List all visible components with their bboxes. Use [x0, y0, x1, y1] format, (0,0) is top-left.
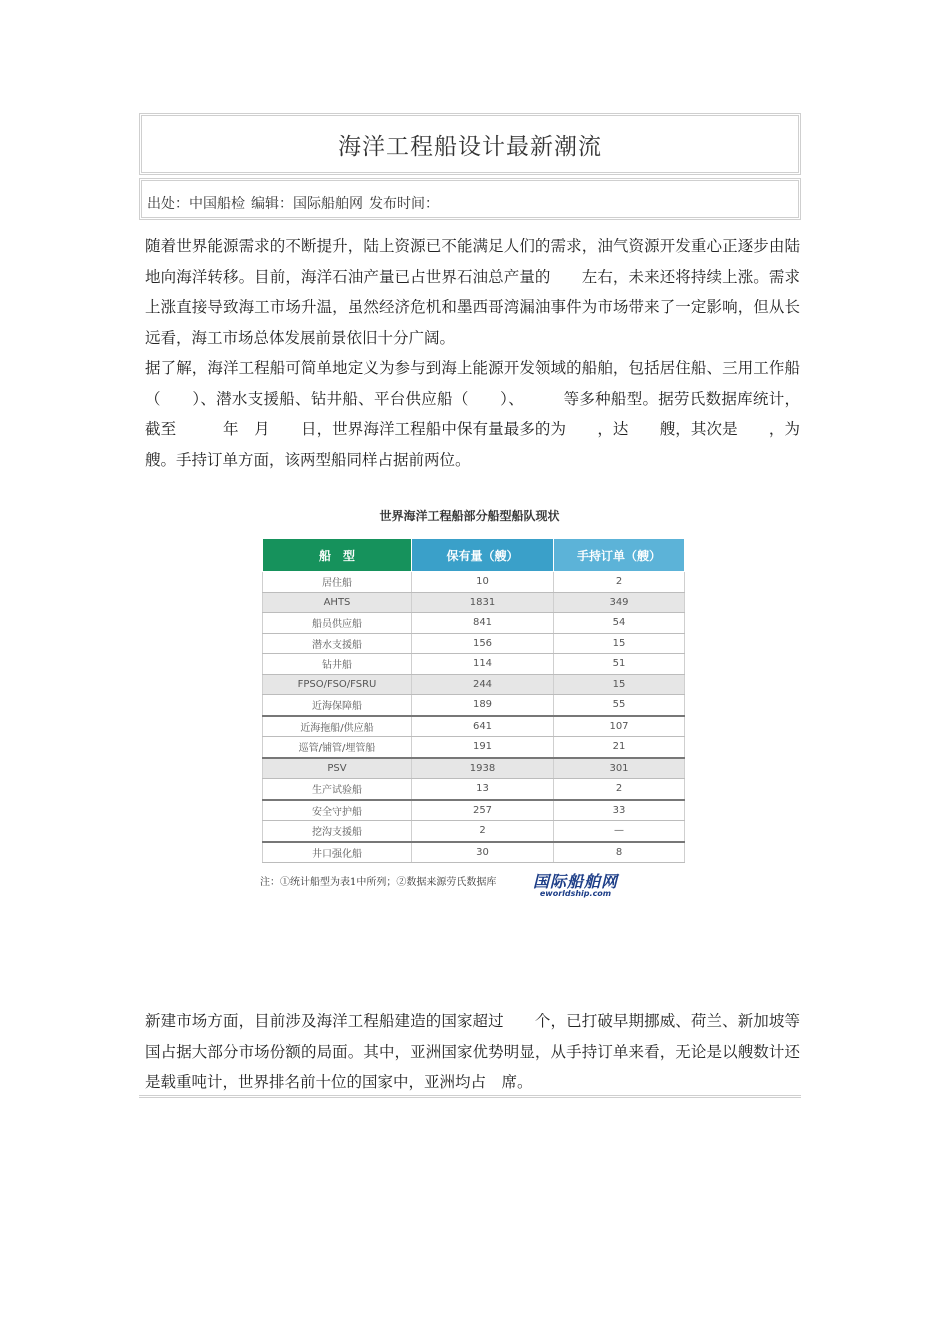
article-body-top: [145, 231, 847, 475]
cell-fleet-count: 257: [412, 800, 554, 821]
table-row: [263, 572, 685, 593]
cell-ship-type: 近海保障船: [263, 695, 412, 716]
header-ship-type: 船 型: [263, 539, 412, 572]
cell-orderbook: 2: [554, 572, 685, 593]
fleet-table-figure: [247, 503, 692, 907]
article-body-bottom: [145, 1006, 800, 1098]
cell-fleet-count: 13: [412, 779, 554, 800]
cell-orderbook: 8: [554, 842, 685, 863]
table-row: [263, 779, 685, 800]
cell-orderbook: —: [554, 821, 685, 842]
cell-ship-type: 生产试验船: [263, 779, 412, 800]
cell-fleet-count: 114: [412, 654, 554, 675]
meta-source: 出处：中国船检: [147, 196, 245, 212]
cell-ship-type: 安全守护船: [263, 800, 412, 821]
table-row: [263, 737, 685, 758]
cell-fleet-count: 841: [412, 613, 554, 634]
cell-orderbook: 301: [554, 758, 685, 779]
logo-url: eworldship.com: [539, 889, 612, 898]
cell-ship-type: PSV: [263, 758, 412, 779]
bottom-divider: [139, 1095, 801, 1098]
eworldship-logo: [533, 869, 618, 898]
cell-orderbook: 54: [554, 613, 685, 634]
header-fleet-count: 保有量（艘）: [412, 539, 554, 572]
cell-orderbook: 21: [554, 737, 685, 758]
table-note: 注：①统计船型为表1中所列；②数据来源劳氏数据库: [260, 877, 497, 888]
table-row: [263, 842, 685, 863]
cell-ship-type: AHTS: [263, 592, 412, 613]
logo-text: 国际船舶网: [533, 872, 619, 891]
cell-orderbook: 51: [554, 654, 685, 675]
cell-fleet-count: 156: [412, 633, 554, 654]
cell-ship-type: FPSO/FSO/FSRU: [263, 674, 412, 695]
cell-orderbook: 55: [554, 695, 685, 716]
table-body: [263, 572, 685, 863]
cell-fleet-count: 191: [412, 737, 554, 758]
cell-orderbook: 349: [554, 592, 685, 613]
table-row: [263, 716, 685, 737]
table-row: [263, 695, 685, 716]
table-row: [263, 613, 685, 634]
title-box: [139, 113, 801, 175]
table-row: [263, 633, 685, 654]
cell-fleet-count: 1831: [412, 592, 554, 613]
cell-ship-type: 近海拖船/供应船: [263, 716, 412, 737]
cell-fleet-count: 30: [412, 842, 554, 863]
article-title: 海洋工程船设计最新潮流: [338, 133, 602, 160]
cell-fleet-count: 1938: [412, 758, 554, 779]
paragraph-3: 新建市场方面，目前涉及海洋工程船建造的国家超过 个，已打破早期挪威、荷兰、新加坡等国占据大部分市场份额的局面。其中，亚洲国家优势明显，从手持订单来看，无论是以艘数计还是载重吨计，世界排名前十位的国家中，亚洲均占 席。: [145, 1012, 800, 1091]
cell-fleet-count: 2: [412, 821, 554, 842]
cell-ship-type: 巡管/铺管/埋管船: [263, 737, 412, 758]
table-row: [263, 654, 685, 675]
cell-orderbook: 15: [554, 674, 685, 695]
fleet-table: [262, 538, 685, 863]
cell-orderbook: 2: [554, 779, 685, 800]
cell-ship-type: 船员供应船: [263, 613, 412, 634]
paragraph-1: 随着世界能源需求的不断提升，陆上资源已不能满足人们的需求，油气资源开发重心正逐步由陆地向海洋转移。目前，海洋石油产量已占世界石油总产量的 左右，未来还将持续上涨。需求上涨直接导致海工市场升温，虽然经济危机和墨西哥湾漏油事件为市场带来了一定影响，但从长远看，海工市场总体发展前景依旧十分广阔。: [145, 237, 800, 347]
cell-ship-type: 挖沟支援船: [263, 821, 412, 842]
article-meta: [139, 178, 801, 220]
cell-ship-type: 潜水支援船: [263, 633, 412, 654]
table-row: [263, 821, 685, 842]
cell-fleet-count: 641: [412, 716, 554, 737]
cell-fleet-count: 10: [412, 572, 554, 593]
cell-ship-type: 井口强化船: [263, 842, 412, 863]
cell-orderbook: 33: [554, 800, 685, 821]
cell-orderbook: 15: [554, 633, 685, 654]
meta-editor: 编辑：国际船舶网: [251, 196, 363, 212]
cell-fleet-count: 244: [412, 674, 554, 695]
table-row: [263, 758, 685, 779]
table-row: [263, 674, 685, 695]
paragraph-2: 据了解，海洋工程船可简单地定义为参与到海上能源开发领域的船舶，包括居住船、三用工作船（ ）、潜水支援船、钻井船、平台供应船（ ）、 等多种船型。据劳氏数据库统计，截至 年 月 日，世界海洋工程船中保有量最多的为 ，达 艘，其次是 ，为 艘。手持订单方面，该两型船同样占据前两位。: [145, 359, 847, 469]
table-caption: 世界海洋工程船部分船型船队现状: [379, 509, 560, 523]
meta-published: 发布时间：: [369, 196, 439, 212]
cell-ship-type: 钻井船: [263, 654, 412, 675]
cell-ship-type: 居住船: [263, 572, 412, 593]
table-row: [263, 800, 685, 821]
table-header-row: [263, 539, 685, 572]
header-orderbook: 手持订单（艘）: [554, 539, 685, 572]
cell-fleet-count: 189: [412, 695, 554, 716]
table-row: [263, 592, 685, 613]
cell-orderbook: 107: [554, 716, 685, 737]
